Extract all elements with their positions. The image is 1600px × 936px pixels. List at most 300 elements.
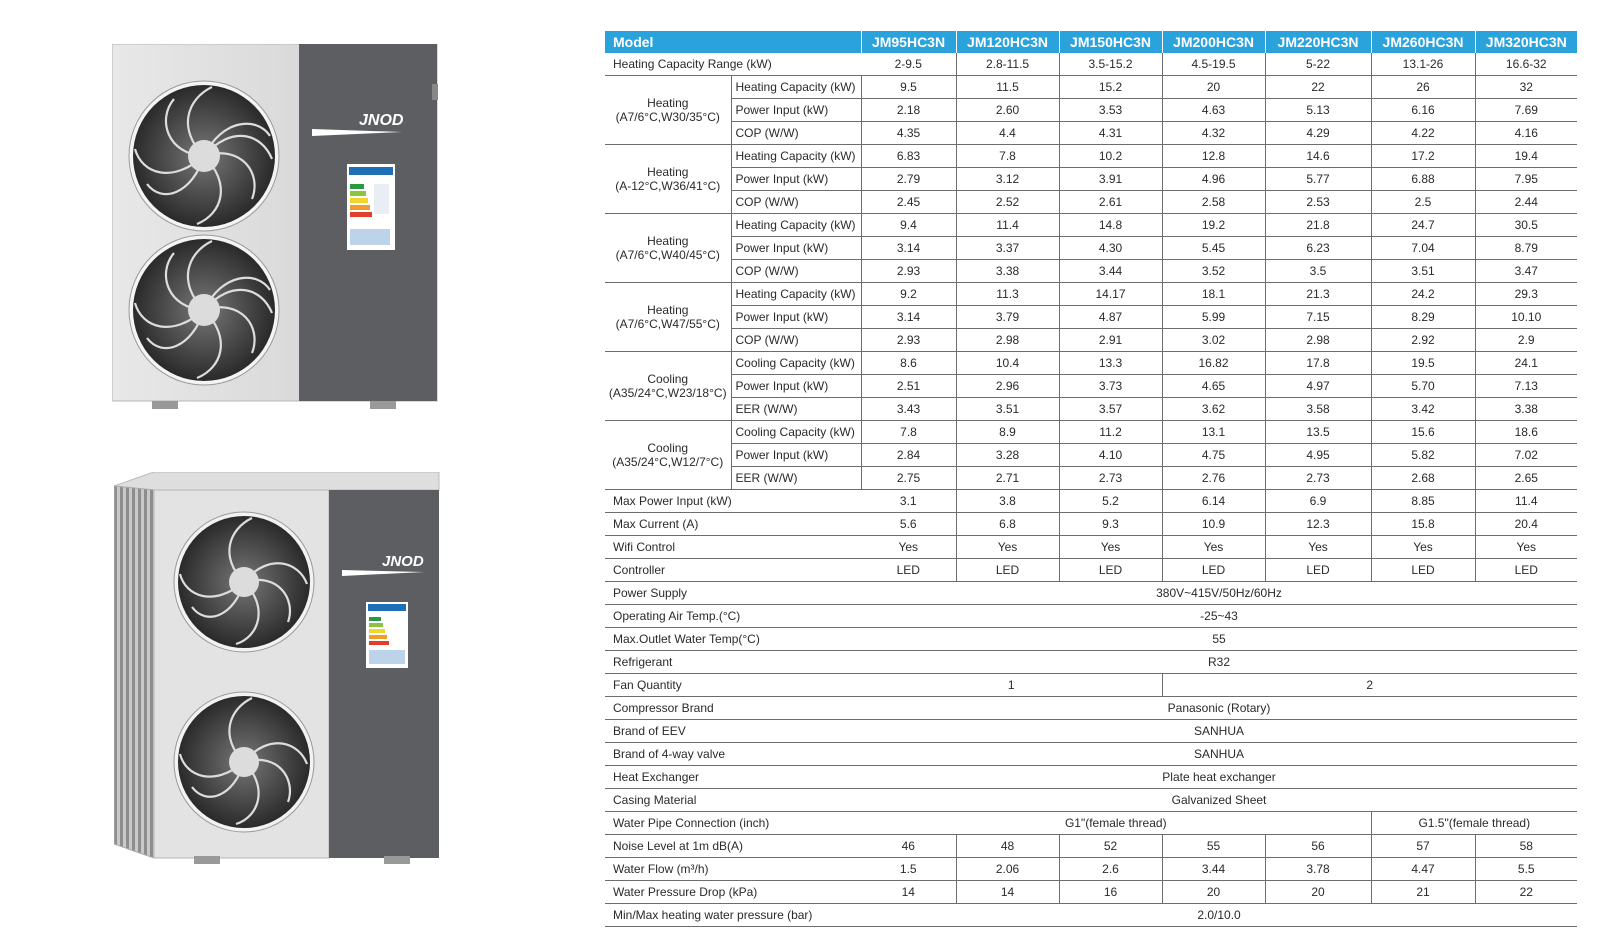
value-cell: 2.73 bbox=[1059, 467, 1162, 490]
value-cell: Panasonic (Rotary) bbox=[861, 697, 1577, 720]
row-label: Noise Level at 1m dB(A) bbox=[605, 835, 861, 858]
row-label: Operating Air Temp.(°C) bbox=[605, 605, 861, 628]
spec-row bbox=[605, 490, 1577, 513]
value-cell: 13.1-26 bbox=[1371, 53, 1475, 76]
row-label: Water Flow (m³/h) bbox=[605, 858, 861, 881]
value-cell: 3.14 bbox=[861, 237, 956, 260]
value-cell: 7.02 bbox=[1475, 444, 1577, 467]
group-data-row bbox=[605, 122, 1577, 145]
group-condition: (A35/24°C,W12/7°C) bbox=[612, 455, 724, 469]
group-label bbox=[605, 145, 731, 214]
sub-label: EER (W/W) bbox=[731, 398, 861, 421]
value-cell: 3.14 bbox=[861, 306, 956, 329]
value-cell: Plate heat exchanger bbox=[861, 766, 1577, 789]
row-label: Max Power Input (kW) bbox=[605, 490, 861, 513]
sub-label: COP (W/W) bbox=[731, 329, 861, 352]
group-data-row bbox=[605, 375, 1577, 398]
value-cell: 7.04 bbox=[1371, 237, 1475, 260]
value-cell: 48 bbox=[956, 835, 1059, 858]
value-cell: 2.06 bbox=[956, 858, 1059, 881]
value-cell: 3.47 bbox=[1475, 260, 1577, 283]
value-cell: 14.6 bbox=[1265, 145, 1371, 168]
group-name: Cooling bbox=[647, 372, 689, 386]
value-cell: 10.10 bbox=[1475, 306, 1577, 329]
value-cell: 3.1 bbox=[861, 490, 956, 513]
value-cell: 19.5 bbox=[1371, 352, 1475, 375]
value-cell: 5.99 bbox=[1162, 306, 1265, 329]
value-cell: 46 bbox=[861, 835, 956, 858]
value-cell: 2.52 bbox=[956, 191, 1059, 214]
group-data-row bbox=[605, 168, 1577, 191]
value-cell: 5.77 bbox=[1265, 168, 1371, 191]
group-data-row bbox=[605, 237, 1577, 260]
row-label: Heat Exchanger bbox=[605, 766, 861, 789]
value-cell: LED bbox=[861, 559, 956, 582]
row-label: Power Supply bbox=[605, 582, 861, 605]
table-header-row bbox=[605, 31, 1577, 53]
row-label: Water Pressure Drop (kPa) bbox=[605, 881, 861, 904]
value-cell: 55 bbox=[1162, 835, 1265, 858]
value-cell: 2.8-11.5 bbox=[956, 53, 1059, 76]
value-cell: 4.35 bbox=[861, 122, 956, 145]
value-cell: 3.51 bbox=[1371, 260, 1475, 283]
value-cell: Yes bbox=[1059, 536, 1162, 559]
value-cell: 2.5 bbox=[1371, 191, 1475, 214]
value-cell: 4.31 bbox=[1059, 122, 1162, 145]
value-cell: 8.29 bbox=[1371, 306, 1475, 329]
row-label: Max.Outlet Water Temp(°C) bbox=[605, 628, 861, 651]
value-cell: 3.02 bbox=[1162, 329, 1265, 352]
row-label: Controller bbox=[605, 559, 861, 582]
header-model-cell: JM120HC3N bbox=[956, 31, 1059, 53]
group-data-row bbox=[605, 191, 1577, 214]
value-cell: 2.53 bbox=[1265, 191, 1371, 214]
min-max-pressure-row bbox=[605, 904, 1577, 927]
value-cell: 8.85 bbox=[1371, 490, 1475, 513]
group-condition: (A35/24°C,W23/18°C) bbox=[608, 386, 727, 400]
value-cell: 17.2 bbox=[1371, 145, 1475, 168]
value-cell: 3.53 bbox=[1059, 99, 1162, 122]
group-condition: (A7/6°C,W30/35°C) bbox=[615, 110, 720, 124]
header-model-cell: JM200HC3N bbox=[1162, 31, 1265, 53]
value-cell: 3.52 bbox=[1162, 260, 1265, 283]
value-cell: 2.71 bbox=[956, 467, 1059, 490]
value-cell: 16.6-32 bbox=[1475, 53, 1577, 76]
value-cell: 2.79 bbox=[861, 168, 956, 191]
group-data-row bbox=[605, 76, 1577, 99]
heat-exchanger-row bbox=[605, 766, 1577, 789]
value-cell: 4.16 bbox=[1475, 122, 1577, 145]
row-label: Casing Material bbox=[605, 789, 861, 812]
header-model-cell: JM150HC3N bbox=[1059, 31, 1162, 53]
group-data-row bbox=[605, 214, 1577, 237]
value-cell: 4.47 bbox=[1371, 858, 1475, 881]
value-cell: 3.57 bbox=[1059, 398, 1162, 421]
value-cell: 2.18 bbox=[861, 99, 956, 122]
value-cell: 8.6 bbox=[861, 352, 956, 375]
value-cell: 4.30 bbox=[1059, 237, 1162, 260]
value-cell: LED bbox=[956, 559, 1059, 582]
value-cell: 11.4 bbox=[956, 214, 1059, 237]
pipe-connection-row bbox=[605, 812, 1577, 835]
value-cell: 6.9 bbox=[1265, 490, 1371, 513]
sub-label: Power Input (kW) bbox=[731, 306, 861, 329]
value-cell: LED bbox=[1265, 559, 1371, 582]
value-cell: 2 bbox=[1162, 674, 1577, 697]
sub-label: Power Input (kW) bbox=[731, 168, 861, 191]
value-cell: 20.4 bbox=[1475, 513, 1577, 536]
group-label bbox=[605, 352, 731, 421]
heat-pump-front-image bbox=[112, 44, 446, 419]
value-cell: 12.3 bbox=[1265, 513, 1371, 536]
value-cell: 4.63 bbox=[1162, 99, 1265, 122]
group-data-row bbox=[605, 398, 1577, 421]
brand-logo: JNOD bbox=[359, 112, 404, 129]
value-cell: 6.8 bbox=[956, 513, 1059, 536]
value-cell: 5.70 bbox=[1371, 375, 1475, 398]
value-cell: 5.13 bbox=[1265, 99, 1371, 122]
value-cell: 1 bbox=[861, 674, 1162, 697]
value-cell: 32 bbox=[1475, 76, 1577, 99]
value-cell: 20 bbox=[1162, 881, 1265, 904]
value-cell: 5-22 bbox=[1265, 53, 1371, 76]
value-cell: 11.3 bbox=[956, 283, 1059, 306]
valve-brand-row bbox=[605, 743, 1577, 766]
value-cell: 4.96 bbox=[1162, 168, 1265, 191]
capacity-range-row bbox=[605, 53, 1577, 76]
compressor-brand-row bbox=[605, 697, 1577, 720]
header-model-cell: JM320HC3N bbox=[1475, 31, 1577, 53]
value-cell: 9.2 bbox=[861, 283, 956, 306]
value-cell: 15.8 bbox=[1371, 513, 1475, 536]
value-cell: 7.8 bbox=[861, 421, 956, 444]
value-cell: 12.8 bbox=[1162, 145, 1265, 168]
value-cell: LED bbox=[1162, 559, 1265, 582]
value-cell: 9.5 bbox=[861, 76, 956, 99]
value-cell: 21.8 bbox=[1265, 214, 1371, 237]
value-cell: 18.6 bbox=[1475, 421, 1577, 444]
value-cell: 4.95 bbox=[1265, 444, 1371, 467]
row-label: Min/Max heating water pressure (bar) bbox=[605, 904, 861, 927]
value-cell: 24.7 bbox=[1371, 214, 1475, 237]
value-cell: 6.14 bbox=[1162, 490, 1265, 513]
value-cell: 2.75 bbox=[861, 467, 956, 490]
value-cell: 2.76 bbox=[1162, 467, 1265, 490]
sub-label: Cooling Capacity (kW) bbox=[731, 352, 861, 375]
value-cell: 4.5-19.5 bbox=[1162, 53, 1265, 76]
value-cell: 4.97 bbox=[1265, 375, 1371, 398]
value-cell: 1.5 bbox=[861, 858, 956, 881]
row-label: Max Current (A) bbox=[605, 513, 861, 536]
value-cell: 13.1 bbox=[1162, 421, 1265, 444]
group-label bbox=[605, 76, 731, 145]
header-model-label: Model bbox=[605, 31, 861, 53]
value-cell: 3.73 bbox=[1059, 375, 1162, 398]
value-cell: 2.45 bbox=[861, 191, 956, 214]
group-data-row bbox=[605, 260, 1577, 283]
value-cell: G1.5"(female thread) bbox=[1371, 812, 1577, 835]
row-label: Fan Quantity bbox=[605, 674, 861, 697]
value-cell: 56 bbox=[1265, 835, 1371, 858]
value-cell: 6.88 bbox=[1371, 168, 1475, 191]
value-cell: 7.13 bbox=[1475, 375, 1577, 398]
refrigerant-row bbox=[605, 651, 1577, 674]
value-cell: 2.6 bbox=[1059, 858, 1162, 881]
value-cell: 3.5 bbox=[1265, 260, 1371, 283]
group-data-row bbox=[605, 421, 1577, 444]
value-cell: Yes bbox=[1265, 536, 1371, 559]
value-cell: 3.5-15.2 bbox=[1059, 53, 1162, 76]
row-label: Brand of 4-way valve bbox=[605, 743, 861, 766]
value-cell: 20 bbox=[1265, 881, 1371, 904]
value-cell: 3.37 bbox=[956, 237, 1059, 260]
value-cell: 2.92 bbox=[1371, 329, 1475, 352]
value-cell: Yes bbox=[956, 536, 1059, 559]
spec-table bbox=[605, 31, 1577, 927]
sub-label: Heating Capacity (kW) bbox=[731, 76, 861, 99]
brand-logo-2: JNOD bbox=[382, 553, 424, 570]
sub-label: Power Input (kW) bbox=[731, 99, 861, 122]
value-cell: 3.58 bbox=[1265, 398, 1371, 421]
eev-brand-row bbox=[605, 720, 1577, 743]
spec-row bbox=[605, 536, 1577, 559]
value-cell: 2.91 bbox=[1059, 329, 1162, 352]
value-cell: 3.28 bbox=[956, 444, 1059, 467]
value-cell: 13.5 bbox=[1265, 421, 1371, 444]
group-name: Heating bbox=[647, 96, 689, 110]
value-cell: 7.15 bbox=[1265, 306, 1371, 329]
value-cell: Yes bbox=[861, 536, 956, 559]
value-cell: 6.23 bbox=[1265, 237, 1371, 260]
value-cell: 21 bbox=[1371, 881, 1475, 904]
value-cell: 2.68 bbox=[1371, 467, 1475, 490]
spec-row bbox=[605, 835, 1577, 858]
sub-label: Heating Capacity (kW) bbox=[731, 283, 861, 306]
row-label: Water Pipe Connection (inch) bbox=[605, 812, 861, 835]
value-cell: 17.8 bbox=[1265, 352, 1371, 375]
value-cell: 4.32 bbox=[1162, 122, 1265, 145]
value-cell: 3.78 bbox=[1265, 858, 1371, 881]
sub-label: Heating Capacity (kW) bbox=[731, 145, 861, 168]
value-cell: 7.69 bbox=[1475, 99, 1577, 122]
value-cell: 3.44 bbox=[1059, 260, 1162, 283]
value-cell: 2.61 bbox=[1059, 191, 1162, 214]
value-cell: 8.9 bbox=[956, 421, 1059, 444]
row-label: Heating Capacity Range (kW) bbox=[605, 53, 861, 76]
value-cell: 2.93 bbox=[861, 329, 956, 352]
sub-label: COP (W/W) bbox=[731, 191, 861, 214]
value-cell: 4.22 bbox=[1371, 122, 1475, 145]
row-label: Brand of EEV bbox=[605, 720, 861, 743]
value-cell: 4.29 bbox=[1265, 122, 1371, 145]
value-cell: -25~43 bbox=[861, 605, 1577, 628]
value-cell: 26 bbox=[1371, 76, 1475, 99]
value-cell: 8.79 bbox=[1475, 237, 1577, 260]
value-cell: 3.43 bbox=[861, 398, 956, 421]
group-data-row bbox=[605, 99, 1577, 122]
value-cell: 2.98 bbox=[1265, 329, 1371, 352]
value-cell: 2-9.5 bbox=[861, 53, 956, 76]
group-data-row bbox=[605, 283, 1577, 306]
value-cell: 2.84 bbox=[861, 444, 956, 467]
value-cell: 10.2 bbox=[1059, 145, 1162, 168]
value-cell: 15.6 bbox=[1371, 421, 1475, 444]
group-name: Heating bbox=[647, 303, 689, 317]
group-name: Cooling bbox=[647, 441, 689, 455]
casing-row bbox=[605, 789, 1577, 812]
value-cell: 20 bbox=[1162, 76, 1265, 99]
group-data-row bbox=[605, 444, 1577, 467]
header-model-cell: JM260HC3N bbox=[1371, 31, 1475, 53]
value-cell: 2.93 bbox=[861, 260, 956, 283]
value-cell: 16.82 bbox=[1162, 352, 1265, 375]
sub-label: Power Input (kW) bbox=[731, 444, 861, 467]
spec-row bbox=[605, 881, 1577, 904]
value-cell: 29.3 bbox=[1475, 283, 1577, 306]
value-cell: 14.17 bbox=[1059, 283, 1162, 306]
value-cell: 5.82 bbox=[1371, 444, 1475, 467]
group-data-row bbox=[605, 467, 1577, 490]
value-cell: 2.51 bbox=[861, 375, 956, 398]
group-data-row bbox=[605, 329, 1577, 352]
value-cell: 2.0/10.0 bbox=[861, 904, 1577, 927]
value-cell: 6.83 bbox=[861, 145, 956, 168]
value-cell: 9.4 bbox=[861, 214, 956, 237]
value-cell: 55 bbox=[861, 628, 1577, 651]
value-cell: 4.4 bbox=[956, 122, 1059, 145]
value-cell: 30.5 bbox=[1475, 214, 1577, 237]
value-cell: 7.95 bbox=[1475, 168, 1577, 191]
value-cell: 10.9 bbox=[1162, 513, 1265, 536]
value-cell: G1"(female thread) bbox=[861, 812, 1371, 835]
group-name: Heating bbox=[647, 165, 689, 179]
value-cell: 14 bbox=[861, 881, 956, 904]
group-condition: (A7/6°C,W47/55°C) bbox=[615, 317, 720, 331]
sub-label: Power Input (kW) bbox=[731, 237, 861, 260]
value-cell: 4.10 bbox=[1059, 444, 1162, 467]
value-cell: 11.5 bbox=[956, 76, 1059, 99]
value-cell: 58 bbox=[1475, 835, 1577, 858]
value-cell: Yes bbox=[1162, 536, 1265, 559]
value-cell: 2.60 bbox=[956, 99, 1059, 122]
group-data-row bbox=[605, 306, 1577, 329]
value-cell: 2.9 bbox=[1475, 329, 1577, 352]
value-cell: 5.45 bbox=[1162, 237, 1265, 260]
group-condition: (A-12°C,W36/41°C) bbox=[615, 179, 721, 193]
value-cell: 2.98 bbox=[956, 329, 1059, 352]
value-cell: 10.4 bbox=[956, 352, 1059, 375]
group-label bbox=[605, 214, 731, 283]
value-cell: 22 bbox=[1265, 76, 1371, 99]
value-cell: LED bbox=[1371, 559, 1475, 582]
value-cell: 2.44 bbox=[1475, 191, 1577, 214]
group-label bbox=[605, 421, 731, 490]
value-cell: LED bbox=[1059, 559, 1162, 582]
spec-row bbox=[605, 513, 1577, 536]
value-cell: 380V~415V/50Hz/60Hz bbox=[861, 582, 1577, 605]
value-cell: 3.91 bbox=[1059, 168, 1162, 191]
sub-label: EER (W/W) bbox=[731, 467, 861, 490]
row-label: Compressor Brand bbox=[605, 697, 861, 720]
value-cell: 4.65 bbox=[1162, 375, 1265, 398]
value-cell: LED bbox=[1475, 559, 1577, 582]
value-cell: SANHUA bbox=[861, 720, 1577, 743]
value-cell: 4.75 bbox=[1162, 444, 1265, 467]
value-cell: 3.38 bbox=[1475, 398, 1577, 421]
value-cell: SANHUA bbox=[861, 743, 1577, 766]
value-cell: 5.6 bbox=[861, 513, 956, 536]
value-cell: 14 bbox=[956, 881, 1059, 904]
value-cell: 3.12 bbox=[956, 168, 1059, 191]
sub-label: COP (W/W) bbox=[731, 122, 861, 145]
value-cell: 18.1 bbox=[1162, 283, 1265, 306]
value-cell: 19.4 bbox=[1475, 145, 1577, 168]
value-cell: 9.3 bbox=[1059, 513, 1162, 536]
group-name: Heating bbox=[647, 234, 689, 248]
value-cell: 3.44 bbox=[1162, 858, 1265, 881]
value-cell: R32 bbox=[861, 651, 1577, 674]
value-cell: 2.73 bbox=[1265, 467, 1371, 490]
row-label: Refrigerant bbox=[605, 651, 861, 674]
spec-row bbox=[605, 559, 1577, 582]
sub-label: COP (W/W) bbox=[731, 260, 861, 283]
value-cell: 3.42 bbox=[1371, 398, 1475, 421]
value-cell: 2.65 bbox=[1475, 467, 1577, 490]
value-cell: 19.2 bbox=[1162, 214, 1265, 237]
sub-label: Heating Capacity (kW) bbox=[731, 214, 861, 237]
value-cell: 11.2 bbox=[1059, 421, 1162, 444]
value-cell: 3.62 bbox=[1162, 398, 1265, 421]
value-cell: 24.1 bbox=[1475, 352, 1577, 375]
value-cell: 21.3 bbox=[1265, 283, 1371, 306]
heat-pump-angled-image bbox=[114, 472, 448, 872]
group-condition: (A7/6°C,W40/45°C) bbox=[615, 248, 720, 262]
value-cell: 3.8 bbox=[956, 490, 1059, 513]
spec-row bbox=[605, 858, 1577, 881]
group-data-row bbox=[605, 352, 1577, 375]
value-cell: Galvanized Sheet bbox=[861, 789, 1577, 812]
value-cell: 2.58 bbox=[1162, 191, 1265, 214]
group-data-row bbox=[605, 145, 1577, 168]
value-cell: 16 bbox=[1059, 881, 1162, 904]
row-label: Wifi Control bbox=[605, 536, 861, 559]
group-label bbox=[605, 283, 731, 352]
value-cell: Yes bbox=[1371, 536, 1475, 559]
value-cell: 3.79 bbox=[956, 306, 1059, 329]
header-model-cell: JM220HC3N bbox=[1265, 31, 1371, 53]
power-supply-row bbox=[605, 582, 1577, 605]
value-cell: 3.51 bbox=[956, 398, 1059, 421]
value-cell: 5.2 bbox=[1059, 490, 1162, 513]
header-model-cell: JM95HC3N bbox=[861, 31, 956, 53]
sub-label: Power Input (kW) bbox=[731, 375, 861, 398]
value-cell: 6.16 bbox=[1371, 99, 1475, 122]
value-cell: 24.2 bbox=[1371, 283, 1475, 306]
max-outlet-water-row bbox=[605, 628, 1577, 651]
value-cell: 7.8 bbox=[956, 145, 1059, 168]
value-cell: 2.96 bbox=[956, 375, 1059, 398]
value-cell: 3.38 bbox=[956, 260, 1059, 283]
value-cell: 4.87 bbox=[1059, 306, 1162, 329]
value-cell: 14.8 bbox=[1059, 214, 1162, 237]
value-cell: 52 bbox=[1059, 835, 1162, 858]
value-cell: 57 bbox=[1371, 835, 1475, 858]
value-cell: 22 bbox=[1475, 881, 1577, 904]
value-cell: 15.2 bbox=[1059, 76, 1162, 99]
value-cell: 5.5 bbox=[1475, 858, 1577, 881]
value-cell: 13.3 bbox=[1059, 352, 1162, 375]
value-cell: Yes bbox=[1475, 536, 1577, 559]
